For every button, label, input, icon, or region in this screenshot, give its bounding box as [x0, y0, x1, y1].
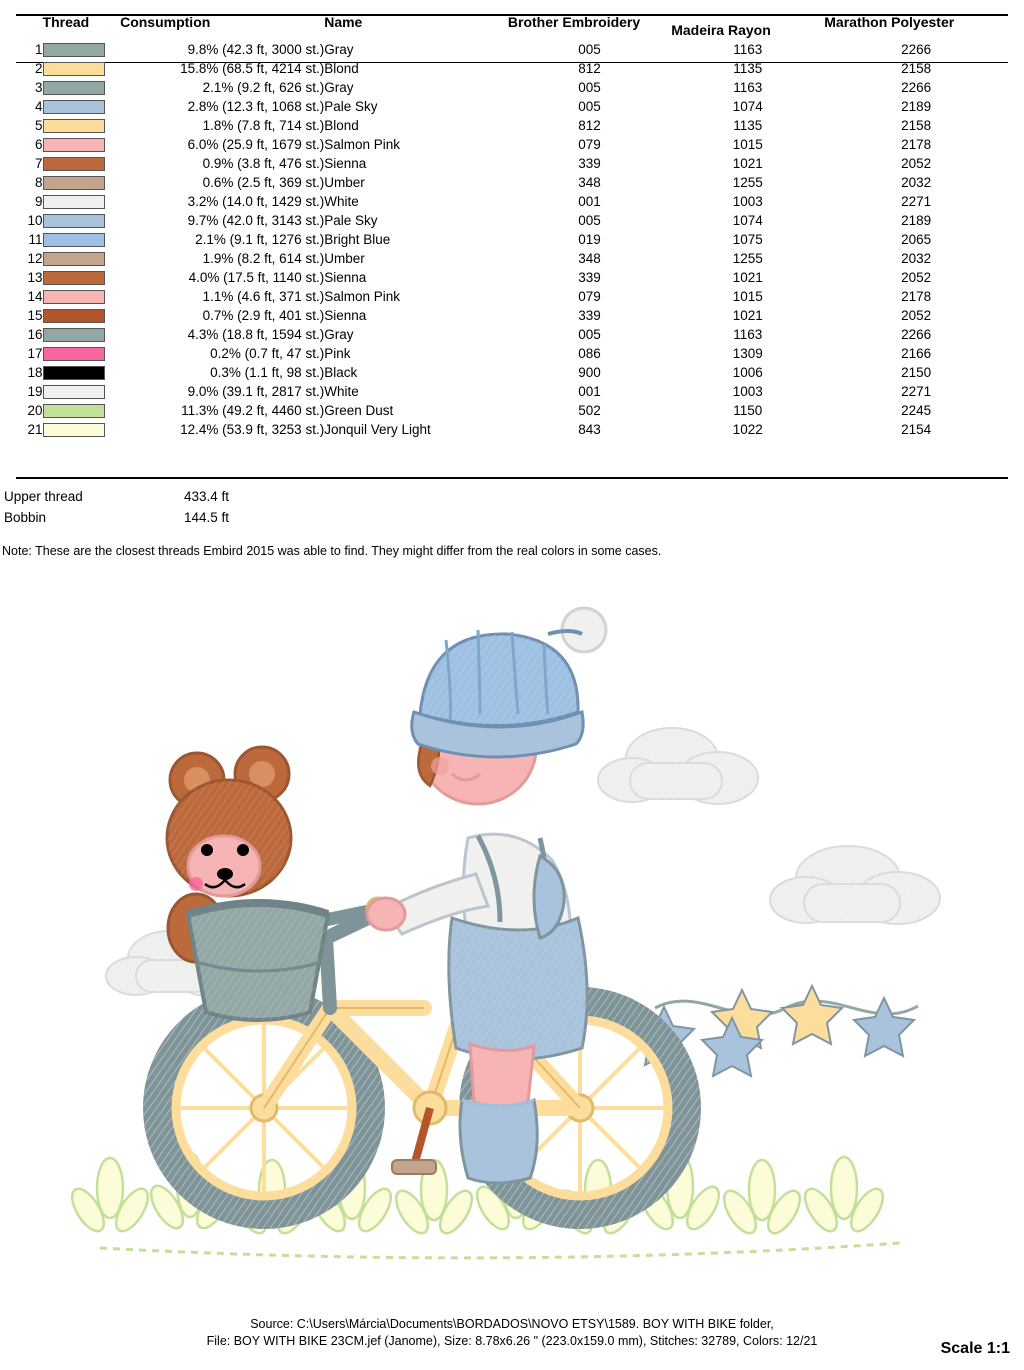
- consumption-value: 0.3% (1.1 ft, 98 st.): [210, 365, 325, 380]
- consumption-value: 1.8% (7.8 ft, 714 st.): [202, 118, 325, 133]
- consumption-value: 2.8% (12.3 ft, 1068 st.): [187, 99, 325, 114]
- thread-color-swatch: [43, 328, 105, 342]
- header-madeira-rayon: Madeira Rayon: [671, 22, 771, 38]
- table-row: [16, 116, 1008, 135]
- upper-thread-row: [4, 489, 229, 510]
- marathon-code: 2245: [901, 403, 932, 418]
- table-row: [16, 154, 1008, 173]
- color-swatch-cell: [43, 173, 121, 192]
- thread-color-swatch: [43, 43, 105, 57]
- brother-code: 001: [578, 384, 601, 399]
- thread-table-head: [16, 14, 1008, 40]
- color-swatch-cell: [43, 211, 121, 230]
- thread-name: Sienna: [324, 270, 367, 285]
- table-row: [16, 211, 1008, 230]
- marathon-code: 2154: [901, 422, 932, 437]
- marathon-code: 2189: [901, 213, 932, 228]
- madeira-code: 1003: [732, 384, 763, 399]
- header-consumption: Consumption: [120, 14, 211, 30]
- cloud-icon: [770, 846, 940, 924]
- brother-code: 348: [578, 251, 601, 266]
- brother-code: 843: [578, 422, 601, 437]
- brother-code: 900: [578, 365, 601, 380]
- row-number: 21: [27, 422, 43, 437]
- consumption-value: 2.1% (9.2 ft, 626 st.): [202, 80, 325, 95]
- thread-name: Umber: [324, 175, 365, 190]
- color-swatch-cell: [43, 287, 121, 306]
- boy-leg: [470, 1044, 534, 1107]
- thread-color-swatch: [43, 271, 105, 285]
- marathon-code: 2065: [901, 232, 932, 247]
- color-swatch-cell: [43, 420, 121, 439]
- brother-code: 005: [578, 213, 601, 228]
- madeira-code: 1150: [733, 403, 763, 418]
- madeira-code: 1022: [732, 422, 763, 437]
- thread-name: Salmon Pink: [324, 289, 400, 304]
- table-row: [16, 382, 1008, 401]
- thread-color-swatch: [43, 366, 105, 380]
- marathon-code: 2150: [901, 365, 932, 380]
- thread-color-swatch: [43, 423, 105, 437]
- color-swatch-cell: [43, 344, 121, 363]
- header-marathon-polyester: Marathon Polyester: [824, 14, 955, 30]
- marathon-code: 2266: [901, 80, 932, 95]
- consumption-value: 1.1% (4.6 ft, 371 st.): [202, 289, 325, 304]
- madeira-code: 1135: [733, 118, 763, 133]
- marathon-code: 2271: [901, 194, 932, 209]
- table-row: [16, 325, 1008, 344]
- color-swatch-cell: [43, 382, 121, 401]
- table-header-row: [16, 14, 1008, 40]
- row-number: 15: [27, 308, 43, 323]
- cloud-icon: [598, 728, 758, 804]
- brother-code: 502: [578, 403, 601, 418]
- row-number: 16: [27, 327, 43, 342]
- thread-color-swatch: [43, 176, 105, 190]
- upper-thread-label: Upper thread: [4, 489, 83, 504]
- madeira-code: 1074: [732, 213, 763, 228]
- thread-name: Gray: [324, 80, 354, 95]
- thread-color-swatch: [43, 138, 105, 152]
- header-name: Name: [324, 14, 363, 30]
- marathon-code: 2166: [901, 346, 932, 361]
- madeira-code: 1003: [732, 194, 763, 209]
- brother-code: 339: [578, 308, 601, 323]
- marathon-code: 2052: [901, 270, 932, 285]
- madeira-code: 1163: [733, 80, 763, 95]
- header-thread: Thread: [42, 14, 90, 30]
- consumption-value: 9.7% (42.0 ft, 3143 st.): [187, 213, 325, 228]
- brother-code: 339: [578, 270, 601, 285]
- row-number: 7: [35, 156, 43, 171]
- marathon-code: 2266: [901, 327, 932, 342]
- consumption-value: 12.4% (53.9 ft, 3253 st.): [180, 422, 325, 437]
- madeira-code: 1015: [732, 289, 763, 304]
- brother-code: 348: [578, 175, 601, 190]
- brother-code: 005: [578, 42, 601, 57]
- marathon-code: 2032: [901, 175, 932, 190]
- brother-code: 339: [578, 156, 601, 171]
- boy-hand: [367, 898, 405, 930]
- bike-basket: [188, 903, 328, 1020]
- boy-boot-sock: [460, 1100, 537, 1183]
- table-row: [16, 268, 1008, 287]
- thread-color-swatch: [43, 195, 105, 209]
- bobbin-row: [4, 510, 229, 531]
- brother-code: 812: [578, 118, 601, 133]
- consumption-value: 4.3% (18.8 ft, 1594 st.): [187, 327, 325, 342]
- thread-color-swatch: [43, 233, 105, 247]
- madeira-code: 1163: [733, 42, 763, 57]
- color-swatch-cell: [43, 97, 121, 116]
- scale-label: Scale 1:1: [940, 1340, 1010, 1357]
- row-number: 6: [35, 137, 43, 152]
- thread-color-swatch: [43, 81, 105, 95]
- thread-name: Blond: [324, 118, 359, 133]
- thread-color-swatch: [43, 309, 105, 323]
- thread-color-swatch: [43, 252, 105, 266]
- madeira-code: 1135: [733, 61, 763, 76]
- brother-code: 005: [578, 80, 601, 95]
- marathon-code: 2266: [901, 42, 932, 57]
- marathon-code: 2271: [901, 384, 932, 399]
- marathon-code: 2032: [901, 251, 932, 266]
- header-number: [16, 14, 43, 40]
- consumption-value: 9.8% (42.3 ft, 3000 st.): [187, 42, 325, 57]
- brother-code: 005: [578, 99, 601, 114]
- table-row: [16, 420, 1008, 439]
- thread-color-swatch: [43, 404, 105, 418]
- threads-note: Note: These are the closest threads Embird 2015 was able to find. They might differ from the real colors in some cases.: [2, 544, 662, 558]
- thread-totals: [4, 489, 229, 531]
- marathon-code: 2189: [901, 99, 932, 114]
- bobbin-label: Bobbin: [4, 510, 47, 525]
- consumption-value: 11.3% (49.2 ft, 4460 st.): [181, 403, 325, 418]
- row-number: 17: [27, 346, 43, 361]
- consumption-value: 3.2% (14.0 ft, 1429 st.): [187, 194, 325, 209]
- thread-color-swatch: [43, 100, 105, 114]
- row-number: 14: [27, 289, 43, 304]
- table-row: [16, 230, 1008, 249]
- row-number: 9: [35, 194, 43, 209]
- color-swatch-cell: [43, 325, 121, 344]
- madeira-code: 1015: [732, 137, 763, 152]
- thread-name: Green Dust: [324, 403, 394, 418]
- color-swatch-cell: [43, 78, 121, 97]
- thread-name: White: [324, 384, 359, 399]
- table-bottom-rule: [16, 477, 1008, 479]
- color-swatch-cell: [43, 401, 121, 420]
- madeira-code: 1255: [732, 175, 763, 190]
- thread-table-container: [16, 14, 1008, 439]
- color-swatch-cell: [43, 135, 121, 154]
- footer-file-line: File: BOY WITH BIKE 23CM.jef (Janome), Size: 8.78x6.26 " (223.0x159.0 mm), Stitches: 32789, Colors: 12/21: [206, 1334, 818, 1348]
- pedal: [392, 1160, 436, 1174]
- thread-name: Pale Sky: [324, 99, 378, 114]
- thread-color-swatch: [43, 119, 105, 133]
- consumption-value: 1.9% (8.2 ft, 614 st.): [202, 251, 325, 266]
- brother-code: 079: [578, 137, 601, 152]
- thread-name: Blond: [324, 61, 359, 76]
- thread-color-swatch: [43, 157, 105, 171]
- brother-code: 019: [578, 232, 601, 247]
- row-number: 10: [27, 213, 43, 228]
- row-number: 5: [35, 118, 43, 133]
- table-row: [16, 363, 1008, 382]
- row-number: 2: [35, 61, 43, 76]
- marathon-code: 2052: [901, 156, 932, 171]
- madeira-code: 1021: [732, 156, 763, 171]
- table-row: [16, 59, 1008, 78]
- table-row: [16, 78, 1008, 97]
- marathon-code: 2158: [901, 61, 932, 76]
- table-row: [16, 97, 1008, 116]
- thread-name: Bright Blue: [324, 232, 391, 247]
- marathon-code: 2178: [901, 137, 932, 152]
- color-swatch-cell: [43, 59, 121, 78]
- thread-table-body: [16, 40, 1008, 439]
- consumption-value: 9.0% (39.1 ft, 2817 st.): [187, 384, 325, 399]
- marathon-code: 2178: [901, 289, 932, 304]
- table-row: [16, 40, 1008, 59]
- thread-table: [16, 14, 1008, 439]
- bobbin-value: 144.5 ft: [184, 510, 230, 525]
- brother-code: 005: [578, 327, 601, 342]
- consumption-value: 6.0% (25.9 ft, 1679 st.): [187, 137, 325, 152]
- color-swatch-cell: [43, 154, 121, 173]
- madeira-code: 1163: [733, 327, 763, 342]
- row-number: 8: [35, 175, 43, 190]
- color-swatch-cell: [43, 230, 121, 249]
- thread-color-swatch: [43, 62, 105, 76]
- thread-name: Sienna: [324, 308, 367, 323]
- brother-code: 079: [578, 289, 601, 304]
- consumption-value: 15.8% (68.5 ft, 4214 st.): [180, 61, 325, 76]
- row-number: 11: [28, 232, 43, 247]
- color-swatch-cell: [43, 40, 121, 59]
- brother-code: 086: [578, 346, 601, 361]
- color-swatch-cell: [43, 363, 121, 382]
- thread-color-swatch: [43, 347, 105, 361]
- boy-hat: [412, 608, 606, 757]
- row-number: 19: [27, 384, 43, 399]
- thread-name: Umber: [324, 251, 365, 266]
- row-number: 20: [27, 403, 43, 418]
- color-swatch-cell: [43, 249, 121, 268]
- madeira-code: 1074: [732, 99, 763, 114]
- row-number: 12: [27, 251, 43, 266]
- thread-name: Gray: [324, 327, 354, 342]
- thread-name: Black: [324, 365, 358, 380]
- consumption-value: 0.2% (0.7 ft, 47 st.): [210, 346, 325, 361]
- madeira-code: 1021: [732, 308, 763, 323]
- row-number: 18: [27, 365, 43, 380]
- embroidery-design-preview: [0, 588, 1024, 1288]
- color-swatch-cell: [43, 268, 121, 287]
- table-row: [16, 344, 1008, 363]
- row-number: 3: [35, 80, 43, 95]
- table-row: [16, 192, 1008, 211]
- madeira-code: 1075: [732, 232, 763, 247]
- madeira-code: 1006: [732, 365, 763, 380]
- row-number: 13: [27, 270, 43, 285]
- thread-name: Salmon Pink: [324, 137, 400, 152]
- marathon-code: 2158: [901, 118, 932, 133]
- color-swatch-cell: [43, 116, 121, 135]
- thread-color-swatch: [43, 385, 105, 399]
- madeira-code: 1309: [732, 346, 763, 361]
- brother-code: 001: [578, 194, 601, 209]
- table-row: [16, 401, 1008, 420]
- thread-name: Sienna: [324, 156, 367, 171]
- consumption-value: 2.1% (9.1 ft, 1276 st.): [195, 232, 325, 247]
- table-row: [16, 135, 1008, 154]
- table-row: [16, 173, 1008, 192]
- consumption-value: 4.0% (17.5 ft, 1140 st.): [188, 270, 325, 285]
- thread-name: White: [324, 194, 359, 209]
- upper-thread-value: 433.4 ft: [184, 489, 230, 504]
- brother-code: 812: [578, 61, 601, 76]
- color-swatch-cell: [43, 192, 121, 211]
- madeira-code: 1255: [732, 251, 763, 266]
- marathon-code: 2052: [901, 308, 932, 323]
- boy-with-bike-illustration: [0, 588, 1024, 1288]
- thread-name: Pale Sky: [324, 213, 378, 228]
- header-brother-embroidery: Brother Embroidery: [507, 14, 641, 30]
- table-row: [16, 287, 1008, 306]
- thread-name: Pink: [324, 346, 351, 361]
- consumption-value: 0.7% (2.9 ft, 401 st.): [202, 308, 325, 323]
- color-swatch-cell: [43, 306, 121, 325]
- thread-color-swatch: [43, 214, 105, 228]
- row-number: 4: [35, 99, 43, 114]
- thread-name: Jonquil Very Light: [324, 422, 431, 437]
- thread-color-swatch: [43, 290, 105, 304]
- consumption-value: 0.9% (3.8 ft, 476 st.): [202, 156, 325, 171]
- table-row: [16, 306, 1008, 325]
- row-number: 1: [35, 42, 43, 57]
- thread-name: Gray: [324, 42, 354, 57]
- consumption-value: 0.6% (2.5 ft, 369 st.): [202, 175, 325, 190]
- source-footer: [0, 1316, 1024, 1350]
- table-row: [16, 249, 1008, 268]
- footer-source-line: Source: C:\Users\Márcia\Documents\BORDADOS\NOVO ETSY\1589. BOY WITH BIKE folder,: [250, 1317, 774, 1331]
- madeira-code: 1021: [732, 270, 763, 285]
